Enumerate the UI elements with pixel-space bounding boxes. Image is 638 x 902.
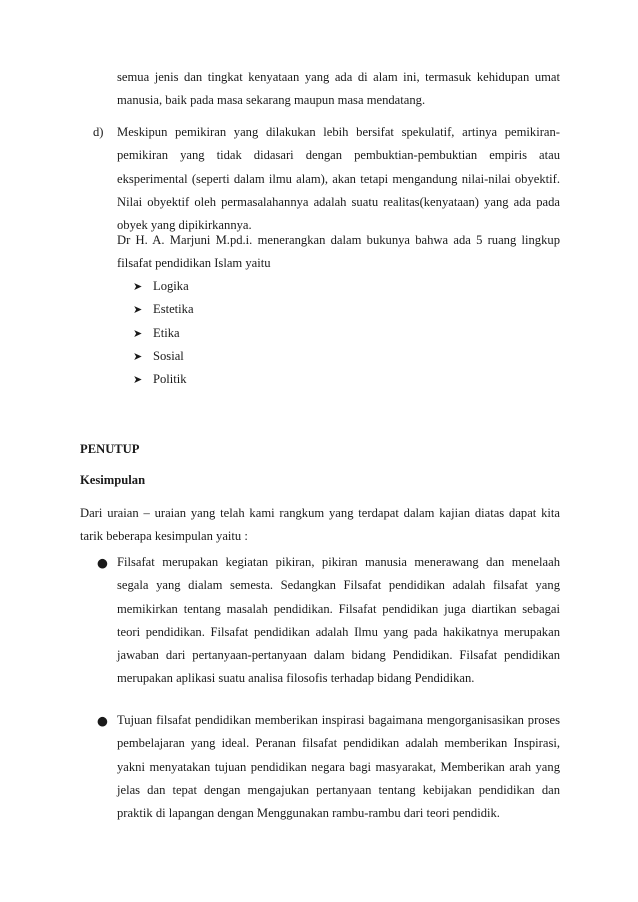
list-item-label: Sosial — [153, 348, 184, 363]
arrow-bullet-icon: ➤ — [133, 349, 143, 363]
list-item-label: Etika — [153, 325, 180, 340]
heading-penutup: PENUTUP — [80, 442, 140, 456]
kesimpulan-paragraph-2: Tujuan filsafat pendidikan memberikan inspirasi bagaimana mengorganisasikan proses pembelajaran yang ideal. Peranan filsafat pendidikan adalah memberikan Inspirasi, yakni menyatakan tujuan pendidikan negara bagi masyarakat, Memberikan arah yang jelas dan tepat dengan mengajukan pertanyaan tentang kebijakan pendidikan dan praktik di lapangan dengan Menggunakan rambu-rambu dari teori pendidik. — [117, 713, 560, 821]
kesimpulan-paragraph-1: Filsafat merupakan kegiatan pikiran, pikiran manusia menerawang dan menelaah segala yang dialam semesta. Sedangkan Filsafat pendidikan adalah filsafat yang memikirkan tentang masalah pendidikan. Filsafat pendidikan juga diartikan sebagai teori pendidikan. Filsafat pendidikan adalah Ilmu yang pada hakikatnya merupakan jawaban dari pertanyaan-pertanyaan dalam bidang Pendidikan. Filsafat pendidikan merupakan aplikasi suatu analisa filosofis terhadap bidang Pendidikan. — [117, 555, 560, 686]
arrow-bullet-icon: ➤ — [133, 373, 143, 387]
bullet-dot-icon: ● — [97, 555, 108, 570]
marjuni-paragraph: Dr H. A. Marjuni M.pd.i. menerangkan dalam bukunya bahwa ada 5 ruang lingkup filsafat pendidikan Islam yaitu — [117, 233, 560, 271]
arrow-bullet-icon: ➤ — [133, 303, 143, 317]
list-item — [133, 322, 194, 345]
list-item — [133, 345, 194, 368]
heading-kesimpulan: Kesimpulan — [80, 473, 146, 487]
bullet-dot-icon: ● — [97, 713, 108, 728]
list-item — [133, 298, 194, 321]
arrow-bullet-icon: ➤ — [133, 326, 143, 340]
list-item-label: Logika — [153, 279, 189, 293]
list-marker-d: d) — [93, 125, 104, 139]
list-item — [133, 368, 194, 391]
list-item-label: Politik — [153, 372, 187, 387]
intro-paragraph: Dari uraian – uraian yang telah kami rangkum yang terdapat dalam kajian diatas dapat kita tarik beberapa kesimpulan yaitu : — [80, 506, 560, 544]
continuation-paragraph: semua jenis dan tingkat kenyataan yang ada di alam ini, termasuk kehidupan umat manusia, baik pada masa sekarang maupun masa mendatang. — [117, 70, 560, 108]
item-d-paragraph: Meskipun pemikiran yang dilakukan lebih bersifat spekulatif, artinya pemikiran-pemikiran yang tidak didasari dengan pembuktian-pembuktian empiris atau eksperimental (seperti dalam ilmu alam), akan tetapi mengandung nilai-nilai obyektif. Nilai obyektif oleh permasalahannya adalah suatu realitas(kenyataan) yang ada pada obyek yang dipikirkannya. — [117, 125, 560, 233]
ruang-lingkup-list — [133, 275, 194, 391]
list-item-label: Estetika — [153, 302, 194, 317]
list-item — [133, 275, 194, 298]
arrow-bullet-icon: ➤ — [133, 280, 143, 293]
